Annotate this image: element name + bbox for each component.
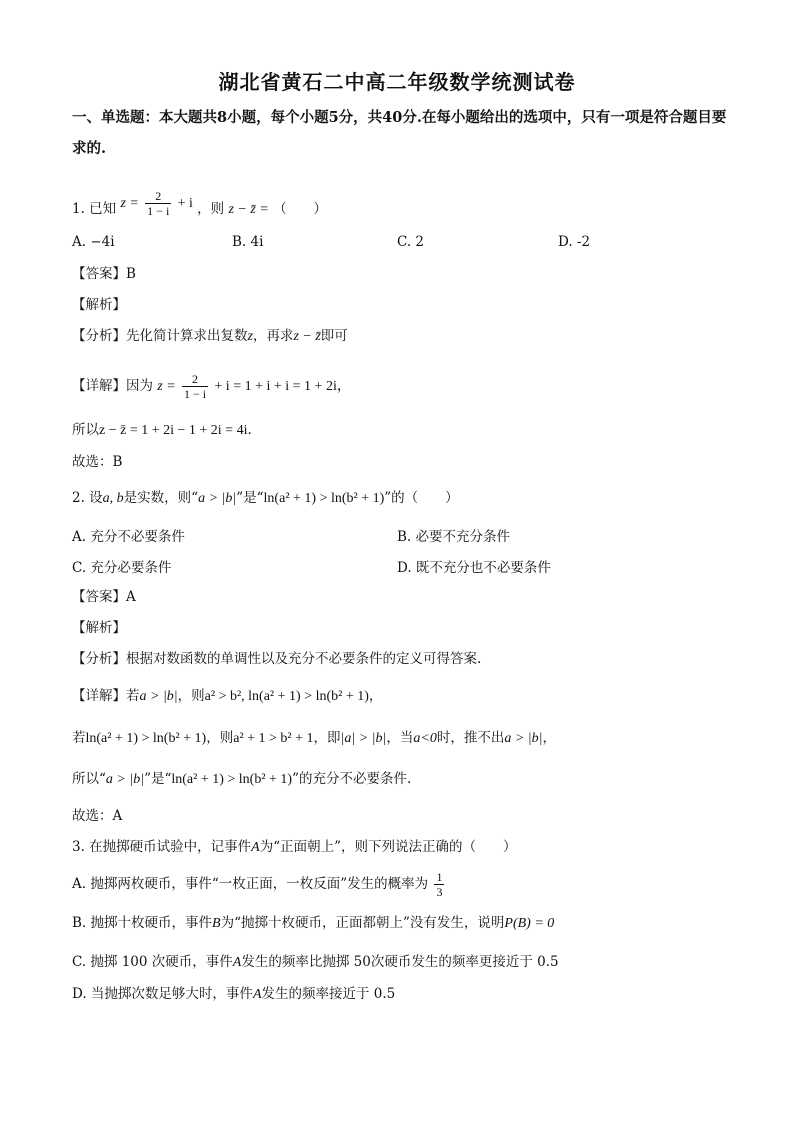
q3-opt-a-den: 3	[436, 885, 443, 899]
q3-option-b	[72, 913, 752, 934]
q2-ruo-d: ，当	[386, 730, 414, 746]
q2-stem-c: ”是“	[236, 490, 264, 506]
q3-opt-c-a: C. 抛掷 100 次硬币，事件	[72, 954, 233, 970]
q1-option-d: D. -2	[558, 234, 591, 250]
q3-opt-c-A: A	[232, 955, 242, 970]
q2-ruo-e4: a<0	[413, 731, 437, 746]
q2-option-c: C. 充分必要条件	[72, 560, 172, 576]
q1-xj-den: 1 − i	[184, 387, 207, 401]
q1-fenxi-expr: z − z̄	[293, 329, 321, 344]
question-1-stem	[72, 189, 752, 224]
q2-xj-c: ，	[368, 688, 383, 704]
q2-ruo-a: 若	[72, 730, 86, 746]
q1-z-lhs: z =	[120, 196, 139, 211]
q2-sy-e1: a > |b|	[105, 772, 145, 787]
q2-stem-ab: a, b	[102, 491, 124, 506]
page-title: 湖北省黄石二中高二年级数学统测试卷	[218, 70, 576, 94]
q1-suoyi-end: .	[247, 422, 252, 438]
q2-option-d: D. 既不充分也不必要条件	[397, 560, 551, 576]
q1-option-a: A. −4i	[72, 234, 115, 250]
q2-jiexi: 【解析】	[72, 620, 126, 636]
q2-ruo-e3: |a| > |b|	[340, 731, 387, 746]
section-heading: 一、单选题：本大题共8小题，每个小题5分，共40分.在每小题给出的选项中，只有一项是符合题目要求的.	[72, 109, 727, 157]
q3-opt-b-b: 为“抛掷十枚硬币，正面都朝上”没有发生，说明	[220, 915, 505, 931]
q1-fenxi-text-c: 即可	[320, 328, 348, 344]
q2-stem-c1: a > |b|	[198, 491, 237, 506]
q1-guxuan: 故选：B	[72, 454, 123, 470]
q2-fenxi: 【分析】根据对数函数的单调性以及充分不必要条件的定义可得答案.	[72, 651, 482, 667]
q2-guxuan: 故选：A	[72, 808, 123, 824]
q1-fenxi-text-b: ，再求	[252, 328, 294, 344]
q2-xj-b: ，则	[177, 688, 205, 704]
q3-opt-c-b: 发生的频率比抛掷 50次硬币发生的频率更接近于 0.5	[241, 954, 559, 970]
q2-stem-d: ”的（ ）	[384, 490, 459, 506]
q1-xj-rest: + i = 1 + i + i = 1 + 2i，	[214, 379, 351, 394]
q1-answer: 【答案】B	[72, 266, 136, 282]
q1-frac-num: 2	[145, 189, 171, 204]
q1-jiexi: 【解析】	[72, 297, 126, 313]
q2-ruo-c: ，即	[313, 730, 341, 746]
q1-fenxi-z: z	[247, 329, 253, 344]
question-2-stem	[72, 488, 752, 509]
q1-option-c: C. 2	[397, 234, 425, 250]
q2-sy-e2: ln(a² + 1) > ln(b² + 1)	[171, 772, 293, 787]
q1-xj-num: 2	[182, 372, 208, 387]
q1-paren: （ ）	[273, 201, 328, 217]
q3-opt-a-num: 1	[436, 870, 443, 884]
q2-ruo-e2: a² + 1 > b² + 1	[233, 731, 314, 746]
q3-stem-A: A	[251, 840, 260, 855]
q2-sy-b: ”是“	[144, 771, 172, 787]
q1-option-b: B. 4i	[232, 234, 264, 250]
q1-suoyi-label: 所以	[72, 422, 99, 438]
q3-option-a	[72, 870, 752, 899]
q1-comma: ，则	[197, 201, 225, 217]
q2-option-b: B. 必要不充分条件	[397, 529, 511, 545]
q2-xj-e2: a² > b², ln(a² + 1) > ln(b² + 1)	[204, 689, 369, 704]
q2-ruo	[72, 728, 752, 749]
q3-stem-a: 3. 在抛掷硬币试验中，记事件	[72, 839, 252, 855]
q2-xj-label: 【详解】若	[72, 688, 140, 704]
q1-fenxi	[72, 326, 752, 347]
q3-stem-b: 为“正面朝上”，则下列说法正确的（ ）	[259, 839, 517, 855]
q1-suoyi	[72, 420, 752, 441]
q3-opt-a-fraction	[434, 870, 444, 899]
q1-fenxi-text-a: 【分析】先化简计算求出复数	[72, 328, 248, 344]
q1-xj-fraction	[182, 372, 208, 401]
q2-suoyi	[72, 769, 752, 790]
q2-sy-a: 所以“	[72, 771, 106, 787]
q3-opt-d-b: 发生的频率接近于 0.5	[261, 986, 396, 1002]
q1-suoyi-expr: z − z̄ = 1 + 2i − 1 + 2i = 4i	[99, 423, 248, 438]
q3-opt-b-expr: P(B) = 0	[504, 916, 555, 931]
q3-opt-b-B: B	[212, 916, 221, 931]
question-3-stem	[72, 837, 752, 858]
q1-expr: z − z̄ =	[228, 202, 269, 217]
q2-ruo-e5: a > |b|	[504, 731, 543, 746]
q3-opt-d-a: D. 当抛掷次数足够大时，事件	[72, 986, 253, 1002]
q1-xiangjie-label: 【详解】因为	[72, 378, 153, 394]
q2-sy-c: ”的充分不必要条件.	[292, 771, 412, 787]
q1-xiangjie	[72, 372, 752, 401]
q2-stem-b: 是实数，则“	[123, 490, 199, 506]
q1-plus-i: + i	[177, 196, 193, 211]
q2-option-a: A. 充分不必要条件	[72, 529, 185, 545]
q2-xj-e1: a > |b|	[139, 689, 178, 704]
q2-stem-c2: ln(a² + 1) > ln(b² + 1)	[263, 491, 385, 506]
q2-answer: 【答案】A	[72, 589, 136, 605]
q2-ruo-f: ，	[542, 730, 556, 746]
q2-stem-a: 2. 设	[72, 490, 103, 506]
q1-prefix: 1. 已知	[72, 201, 117, 217]
q3-opt-a-text: A. 抛掷两枚硬币，事件“一枚正面，一枚反面”发生的概率为	[72, 876, 429, 892]
q3-opt-d-A: A	[252, 987, 262, 1002]
q2-ruo-e1: ln(a² + 1) > ln(b² + 1)	[85, 731, 207, 746]
q1-fraction	[145, 189, 171, 218]
q2-ruo-b: ，则	[206, 730, 234, 746]
q3-option-d	[72, 984, 752, 1005]
q2-ruo-e: 时，推不出	[436, 730, 505, 746]
q1-xj-z: z =	[157, 379, 176, 394]
q3-opt-b-a: B. 抛掷十枚硬币，事件	[72, 915, 213, 931]
q2-xiangjie	[72, 686, 752, 707]
q3-option-c	[72, 952, 752, 973]
q1-frac-den: 1 − i	[147, 204, 170, 218]
